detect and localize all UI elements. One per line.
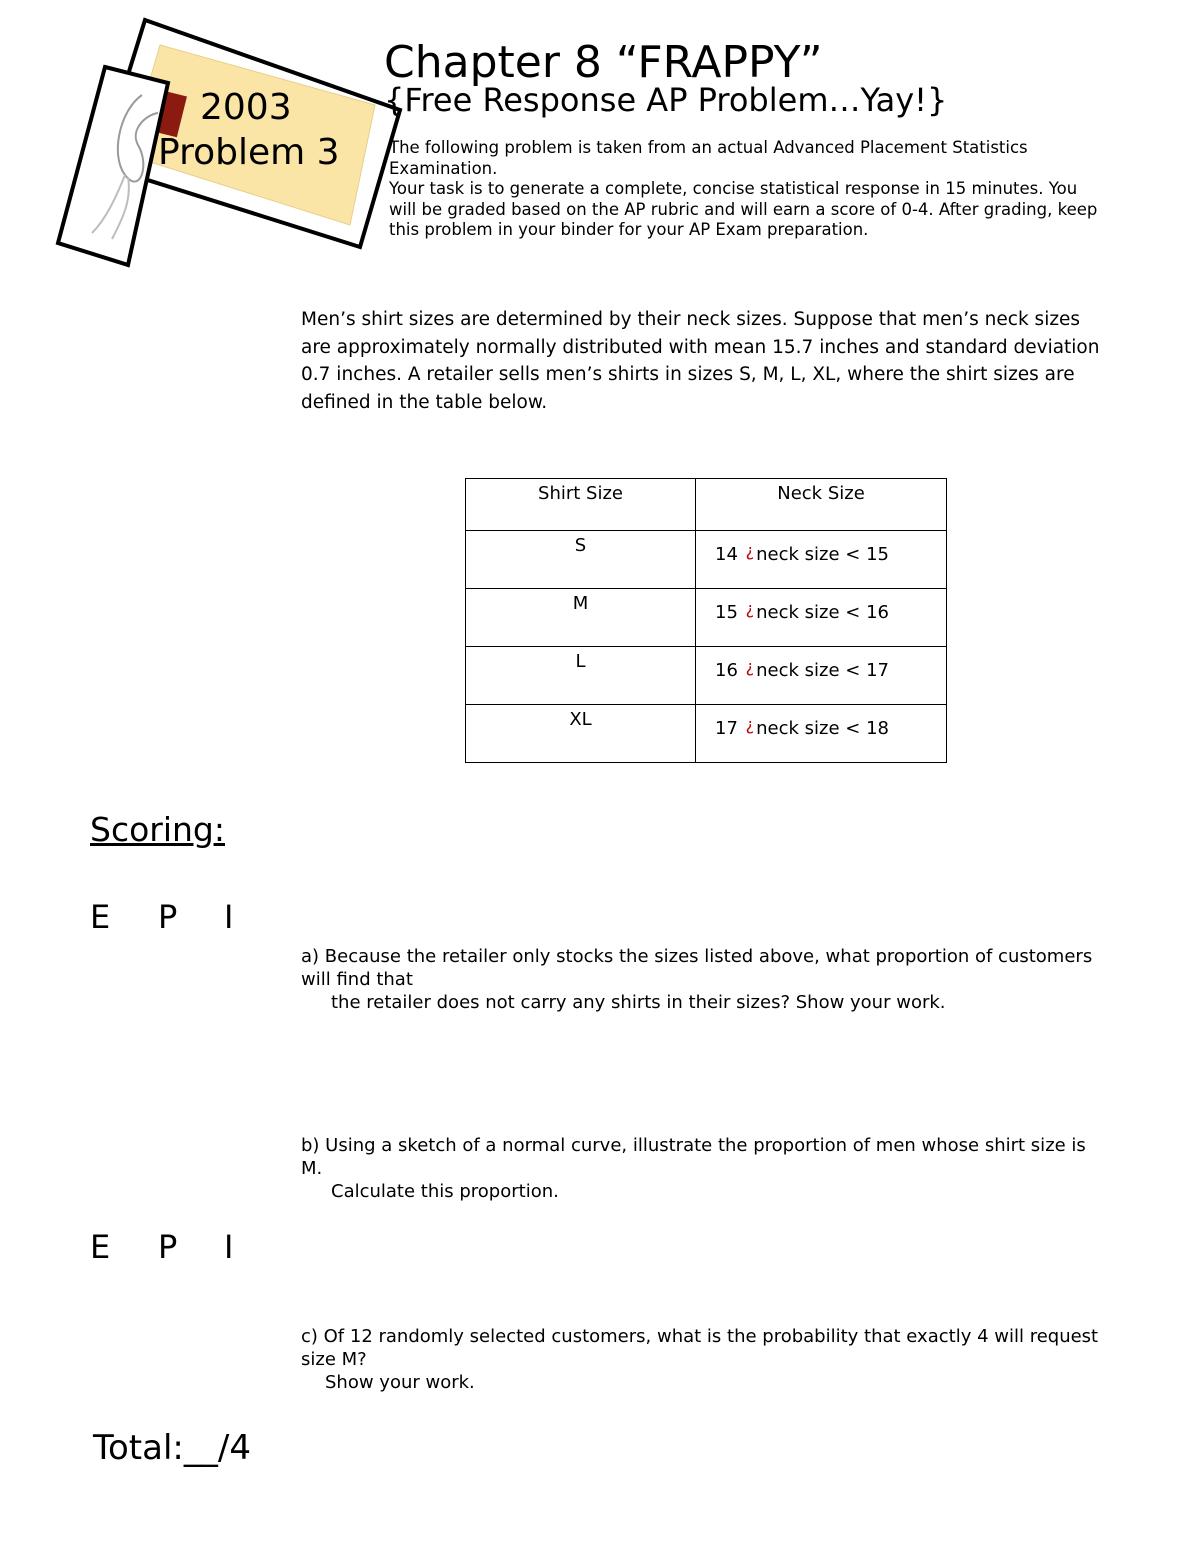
neck-size-cell	[696, 531, 947, 589]
question-c	[301, 1325, 1101, 1394]
score-p: P	[158, 1228, 178, 1266]
page-title: Chapter 8 “FRAPPY”	[384, 37, 823, 88]
table-row	[466, 589, 947, 647]
inequality-symbol: ¿	[745, 715, 755, 734]
shirt-size-cell: L	[466, 647, 696, 705]
problem-statement: Men’s shirt sizes are determined by their neck sizes. Suppose that men’s neck sizes are approximately normally distributed with mean 15.7 inches and standard deviation 0.7 inches. A retailer sells men’s shirts in sizes S, M, L, XL, where the shirt sizes are defined in the table below.	[301, 309, 1100, 413]
neck-size-cell	[696, 589, 947, 647]
inequality-symbol: ¿	[745, 599, 755, 618]
score-i: I	[224, 898, 234, 936]
table-header-neck-size: Neck Size	[696, 479, 947, 531]
shirt-size-cell: M	[466, 589, 696, 647]
neck-size-cell	[696, 647, 947, 705]
page-subtitle: {Free Response AP Problem…Yay!}	[384, 81, 948, 119]
neck-size-cell	[696, 705, 947, 763]
neck-size-range: neck size < 18	[756, 718, 889, 739]
intro-paragraph-1: The following problem is taken from an actual Advanced Placement Statistics Examination.	[389, 138, 1028, 178]
shirt-size-table	[465, 478, 947, 763]
tag-year: 2003	[200, 87, 292, 128]
table-row	[466, 705, 947, 763]
neck-size-range: neck size < 15	[756, 544, 889, 565]
table-header-shirt-size: Shirt Size	[466, 479, 696, 531]
tag-problem-number: Problem 3	[158, 132, 340, 173]
question-a	[301, 945, 1101, 1014]
question-b-line-2: Calculate this proportion.	[331, 1181, 559, 1202]
neck-size-range: neck size < 16	[756, 602, 889, 623]
score-p: P	[158, 898, 178, 936]
question-c-line-1: c) Of 12 randomly selected customers, what is the probability that exactly 4 will request size M?	[301, 1326, 1099, 1370]
intro-paragraph-2: Your task is to generate a complete, concise statistical response in 15 minutes. You will be graded based on the AP rubric and will earn a score of 0-4. After grading, keep this problem in your binder for your AP Exam preparation.	[389, 179, 1098, 239]
shirt-size-cell: XL	[466, 705, 696, 763]
question-b-line-1: b) Using a sketch of a normal curve, illustrate the proportion of men whose shirt size is M.	[301, 1135, 1086, 1179]
neck-size-low: 17	[715, 718, 738, 739]
neck-size-range: neck size < 17	[756, 660, 889, 681]
question-a-line-2: the retailer does not carry any shirts in their sizes? Show your work.	[331, 992, 946, 1013]
scoring-heading: Scoring:	[90, 810, 225, 849]
question-c-line-2: Show your work.	[325, 1372, 475, 1393]
epi-score-row	[90, 1227, 233, 1267]
total-score-label: Total:__/4	[93, 1428, 251, 1468]
table-row	[466, 531, 947, 589]
shirt-size-cell: S	[466, 531, 696, 589]
score-e: E	[90, 898, 111, 936]
neck-size-low: 14	[715, 544, 738, 565]
question-b	[301, 1134, 1101, 1203]
epi-score-row	[90, 897, 233, 937]
inequality-symbol: ¿	[745, 541, 755, 560]
neck-size-low: 15	[715, 602, 738, 623]
table-header-row	[466, 479, 947, 531]
neck-size-low: 16	[715, 660, 738, 681]
score-e: E	[90, 1228, 111, 1266]
table-row	[466, 647, 947, 705]
score-i: I	[224, 1228, 234, 1266]
inequality-symbol: ¿	[745, 657, 755, 676]
question-a-line-1: a) Because the retailer only stocks the sizes listed above, what proportion of customers will find that	[301, 946, 1093, 990]
